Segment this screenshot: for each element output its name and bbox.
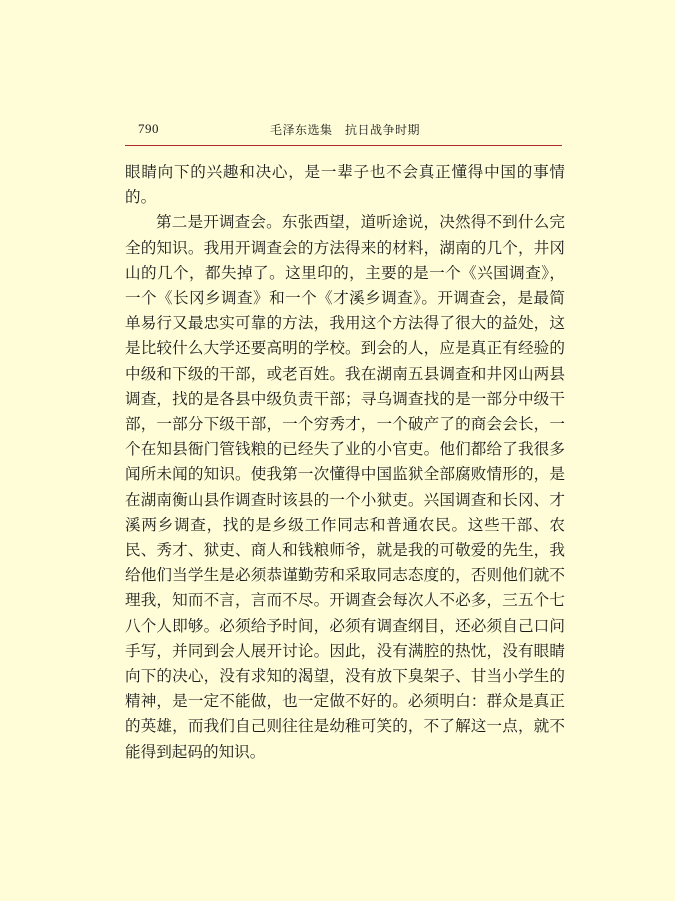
page-number: 790 (138, 121, 159, 136)
running-header (125, 121, 562, 141)
body-text (125, 160, 565, 765)
paragraph-investigation-meeting: 第二是开调查会。东张西望，道听途说，决然得不到什么完全的知识。我用开调查会的方法得来的材料，湖南的几个，井冈山的几个，都失掉了。这里印的，主要的是一个《兴国调查》，一个《长冈乡调查》和一个《才溪乡调查》。开调查会，是最简单易行又最忠实可靠的方法，我用这个方法得了很大的益处，这是比较什么大学还要高明的学校。到会的人，应是真正有经验的中级和下级的干部，或老百姓。我在湖南五县调查和井冈山两县调查，找的是各县中级负责干部；寻乌调查找的是一部分中级干部，一部分下级干部，一个穷秀才，一个破产了的商会会长，一个在知县衙门管钱粮的已经失了业的小官吏。他们都给了我很多闻所未闻的知识。使我第一次懂得中国监狱全部腐败情形的，是在湖南衡山县作调查时该县的一个小狱吏。兴国调查和长冈、才溪两乡调查，找的是乡级工作同志和普通农民。这些干部、农民、秀才、狱吏、商人和钱粮师爷，就是我的可敬爱的先生，我给他们当学生是必须恭谨勤劳和采取同志态度的，否则他们就不理我，知而不言，言而不尽。开调查会每次人不必多，三五个七八个人即够。必须给予时间，必须有调查纲目，还必须自己口问手写，并同到会人展开讨论。因此，没有满腔的热忱，没有眼睛向下的决心，没有求知的渴望，没有放下臭架子、甘当小学生的精神，是一定不能做，也一定做不好的。必须明白：群众是真正的英雄，而我们自己则往往是幼稚可笑的，不了解这一点，就不能得到起码的知识。 (125, 213, 565, 761)
header-rule (125, 145, 562, 146)
book-title: 毛泽东选集 抗日战争时期 (270, 123, 421, 137)
paragraph-continued: 眼睛向下的兴趣和决心，是一辈子也不会真正懂得中国的事情的。 (125, 163, 565, 207)
